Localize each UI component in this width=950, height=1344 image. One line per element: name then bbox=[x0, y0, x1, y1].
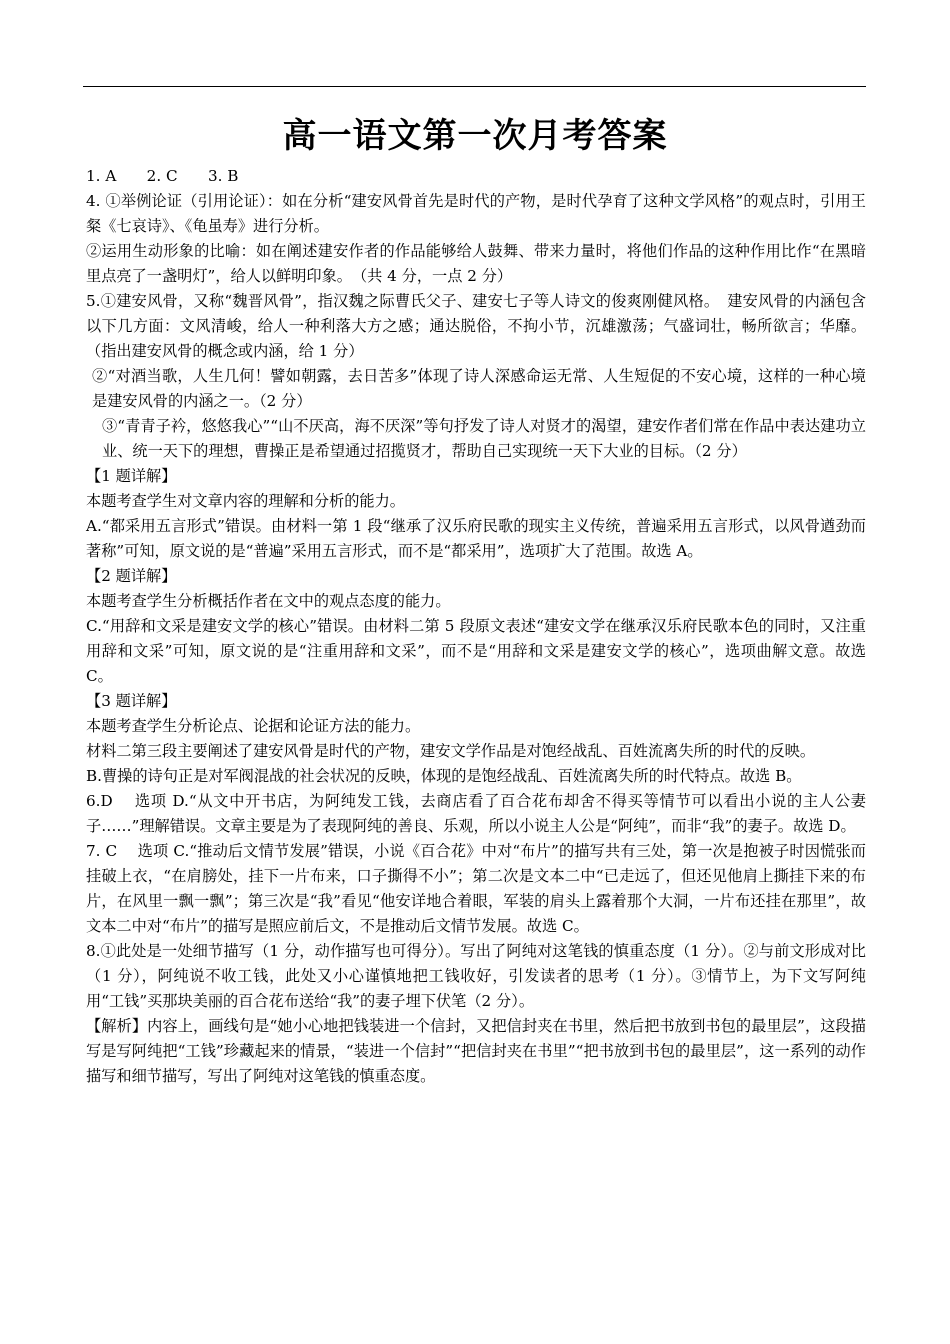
answer-line-q4-point1: 4. ①举例论证（引用论证）：如在分析“建安风骨首先是时代的产物，是时代孕育了这种文学风格”的观点时，引用王粲《七哀诗》、《龟虽寿》进行分析。 bbox=[86, 192, 866, 235]
q3-explanation-context: 材料二第三段主要阐述了建安风骨是时代的产物，建安文学作品是对饱经战乱、百姓流离失所的时代的反映。 bbox=[86, 742, 815, 760]
q2-explanation-intro: 本题考查学生分析概括作者在文中的观点态度的能力。 bbox=[86, 592, 451, 610]
q3-explanation-detail: B.曹操的诗句正是对军阀混战的社会状况的反映，体现的是饱经战乱、百姓流离失所的时代特点。故选 B。 bbox=[86, 767, 802, 785]
section-heading-q2: 【2 题详解】 bbox=[86, 567, 177, 585]
q8-analysis: 【解析】内容上，画线句是“她小心地把钱装进一个信封，又把信封夹在书里，然后把书放到书包的最里层”，这段描写是写阿纯把“工钱”珍藏起来的情景，“装进一个信封”“把信封夹在书里”“把书放到书包的最里层”，这一系列的动作描写和细节描写，写出了阿纯对这笔钱的慎重态度。 bbox=[86, 1017, 866, 1085]
section-heading-q1: 【1 题详解】 bbox=[86, 467, 177, 485]
answer-line-q8: 8.①此处是一处细节描写（1 分，动作描写也可得分）。写出了阿纯对这笔钱的慎重态度（1 分）。②与前文形成对比（1 分），阿纯说不收工钱，此处又小心谨慎地把工钱收好，引发读者的思考（1 分）。③情节上，为下文写阿纯用“工钱”买那块美丽的百合花布送给“我”的妻子埋下伏笔（2 分）。 bbox=[86, 942, 866, 1010]
answer-line-q5-point2: ②“对酒当歌，人生几何！譬如朝露，去日苦多”体现了诗人深感命运无常、人生短促的不安心境，这样的一种心境是建安风骨的内涵之一。（2 分） bbox=[92, 367, 866, 410]
answer-line-q5-point3: ③“青青子衿，悠悠我心”“山不厌高，海不厌深”等句抒发了诗人对贤才的渴望，建安作者们常在作品中表达建功立业、统一天下的理想，曹操正是希望通过招揽贤才，帮助自己实现统一天下大业的目标。（2 分） bbox=[102, 417, 866, 460]
answer-content bbox=[86, 164, 866, 1089]
section-heading-q3: 【3 题详解】 bbox=[86, 692, 177, 710]
answer-line-q5-point1: 5.①建安风骨，又称“魏晋风骨”，指汉魏之际曹氏父子、建安七子等人诗文的俊爽刚健风格。 建安风骨的内涵包含以下几方面：文风清峻，给人一种利落大方之感；通达脱俗，不拘小节，沉雄激荡；气盛词壮，畅所欲言；华靡。（指出建安风骨的概念或内涵，给 1 分） bbox=[86, 292, 866, 360]
q1-explanation-intro: 本题考查学生对文章内容的理解和分析的能力。 bbox=[86, 492, 405, 510]
answer-line-q6: 6.D 选项 D.“从文中开书店，为阿纯发工钱，去商店看了百合花布却舍不得买等情节可以看出小说的主人公妻子……”理解错误。文章主要是为了表现阿纯的善良、乐观，所以小说主人公是“阿纯”，而非“我”的妻子。故选 D。 bbox=[86, 792, 866, 835]
q3-explanation-intro: 本题考查学生分析论点、论据和论证方法的能力。 bbox=[86, 717, 421, 735]
q2-explanation-detail: C.“用辞和文采是建安文学的核心”错误。由材料二第 5 段原文表述“建安文学在继承汉乐府民歌本色的同时，又注重用辞和文采”可知，原文说的是“注重用辞和文采”，而不是“用辞和文采是建安文学的核心”，选项曲解文意。故选 C。 bbox=[86, 617, 866, 685]
q1-explanation-detail: A.“都采用五言形式”错误。由材料一第 1 段“继承了汉乐府民歌的现实主义传统，普遍采用五言形式，以风骨遒劲而著称”可知，原文说的是“普遍”采用五言形式，而不是“都采用”，选项扩大了范围。故选 A。 bbox=[86, 517, 866, 560]
answer-line-mcq-1-3: 1. A 2. C 3. B bbox=[86, 167, 239, 185]
page-title: 高一语文第一次月考答案 bbox=[282, 116, 668, 156]
answer-line-q4-point2: ②运用生动形象的比喻：如在阐述建安作者的作品能够给人鼓舞、带来力量时，将他们作品的这种作用比作“在黑暗里点亮了一盏明灯”，给人以鲜明印象。 （共 4 分，一点 2 分） bbox=[86, 242, 866, 285]
answer-line-q7: 7. C 选项 C.“推动后文情节发展”错误，小说《百合花》中对“布片”的描写共有三处，第一次是抱被子时因慌张而挂破上衣，“在肩膀处，挂下一片布来，口子撕得不小”；第二次是文本二中“已走远了，但还见他肩上撕挂下来的布片，在风里一飘一飘”；第三次是“我”看见“他安详地合着眼，军装的肩头上露着那个大洞，一片布还挂在那里”，故文本二中对“布片”的描写是照应前后文，不是推动后文情节发展。故选 C。 bbox=[86, 842, 866, 935]
header-rule bbox=[83, 86, 866, 87]
